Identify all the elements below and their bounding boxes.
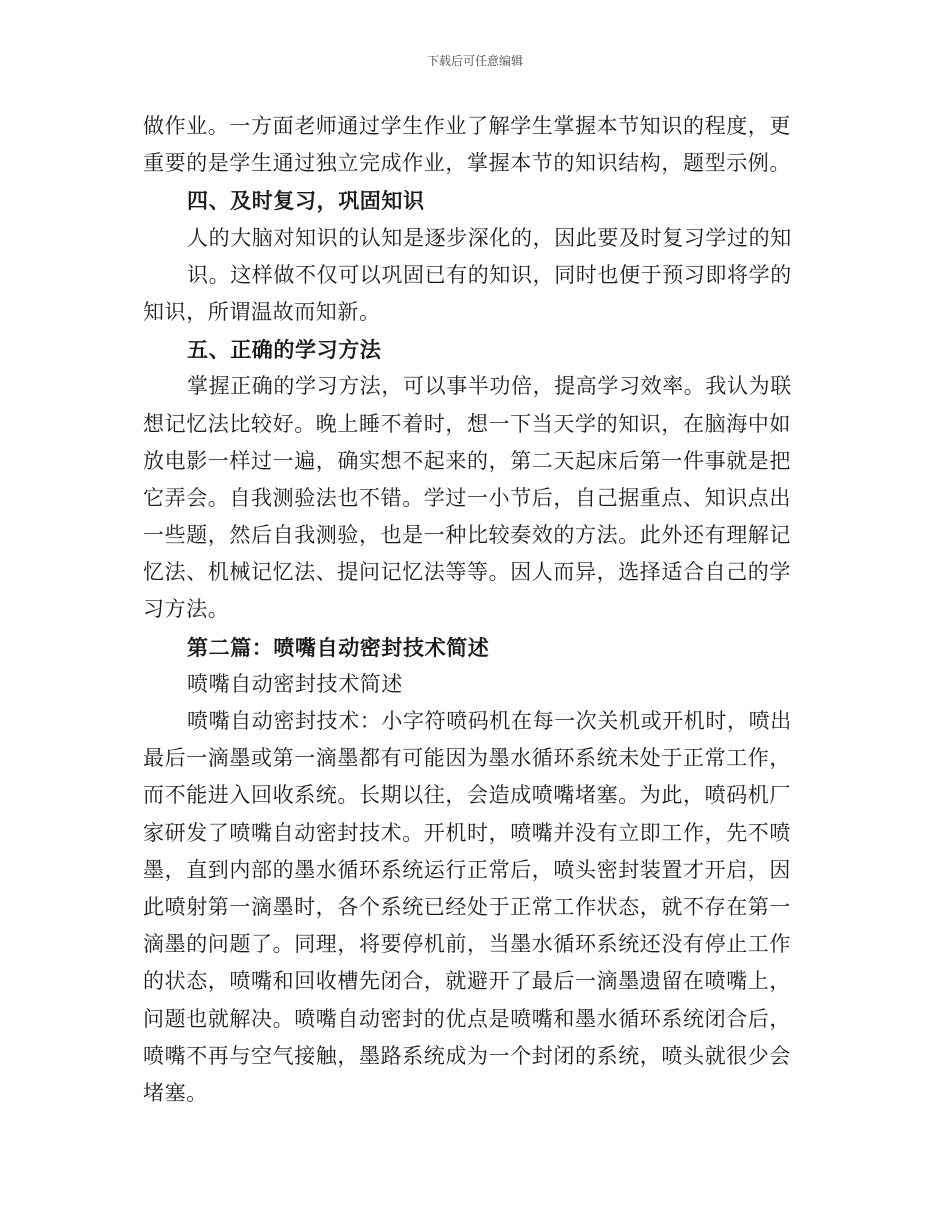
text-line: 喷嘴不再与空气接触，墨路系统成为一个封闭的系统，喷头就很少会 bbox=[143, 1043, 791, 1068]
text-line: 习方法。 bbox=[143, 597, 230, 622]
text-line: 忆法、机械记忆法、提问记忆法等等。因人而异，选择适合自己的学 bbox=[143, 560, 791, 585]
text-line: 的状态，喷嘴和回收槽先闭合，就避开了最后一滴墨遗留在喷嘴上， bbox=[143, 969, 791, 994]
text-line: 喷嘴自动密封技术：小字符喷码机在每一次关机或开机时，喷出 bbox=[187, 709, 792, 733]
page-header: 下载后可任意编辑 bbox=[426, 54, 523, 68]
text-line: 墨，直到内部的墨水循环系统运行正常后，喷头密封装置才开启，因 bbox=[143, 857, 791, 882]
text-line: 此喷射第一滴墨时，各个系统已经处于正常工作状态，就不存在第一 bbox=[143, 894, 791, 919]
text-line: 人的大脑对知识的认知是逐步深化的，因此要及时复习学过的知 bbox=[187, 225, 792, 250]
text-line: 重要的是学生通过独立完成作业，掌握本节的知识结构，题型示例。 bbox=[143, 151, 791, 176]
text-line: 问题也就解决。喷嘴自动密封的优点是喷嘴和墨水循环系统闭合后， bbox=[143, 1006, 791, 1031]
text-line: 滴墨的问题了。同理，将要停机前，当墨水循环系统还没有停止工作 bbox=[143, 932, 791, 957]
section-heading: 第二篇：喷嘴自动密封技术简述 bbox=[187, 634, 490, 660]
section-heading: 五、正确的学习方法 bbox=[187, 337, 382, 363]
text-line: 它弄会。自我测验法也不错。学过一小节后，自己据重点、知识点出 bbox=[143, 485, 791, 510]
text-line: 最后一滴墨或第一滴墨都有可能因为墨水循环系统未处于正常工作， bbox=[143, 746, 791, 771]
text-line: 喷嘴自动密封技术简述 bbox=[187, 671, 403, 696]
document-body bbox=[143, 108, 803, 1112]
text-line: 掌握正确的学习方法，可以事半功倍，提高学习效率。我认为联 bbox=[187, 374, 792, 399]
text-line: 知识，所谓温故而知新。 bbox=[143, 299, 381, 324]
text-line: 做作业。一方面老师通过学生作业了解学生掌握本节知识的程度，更 bbox=[143, 114, 791, 138]
text-line: 家研发了喷嘴自动密封技术。开机时，喷嘴并没有立即工作，先不喷 bbox=[143, 820, 791, 845]
text-line: 堵塞。 bbox=[143, 1080, 208, 1105]
text-line: 识。这样做不仅可以巩固已有的知识，同时也便于预习即将学的 bbox=[187, 262, 792, 287]
section-heading: 四、及时复习，巩固知识 bbox=[187, 188, 425, 214]
text-line: 放电影一样过一遍，确实想不起来的，第二天起床后第一件事就是把 bbox=[143, 448, 791, 473]
text-line: 想记忆法比较好。晚上睡不着时，想一下当天学的知识，在脑海中如 bbox=[143, 411, 791, 436]
text-line: 一些题，然后自我测验，也是一种比较奏效的方法。此外还有理解记 bbox=[143, 523, 791, 548]
text-line: 而不能进入回收系统。长期以往，会造成喷嘴堵塞。为此，喷码机厂 bbox=[143, 783, 791, 808]
